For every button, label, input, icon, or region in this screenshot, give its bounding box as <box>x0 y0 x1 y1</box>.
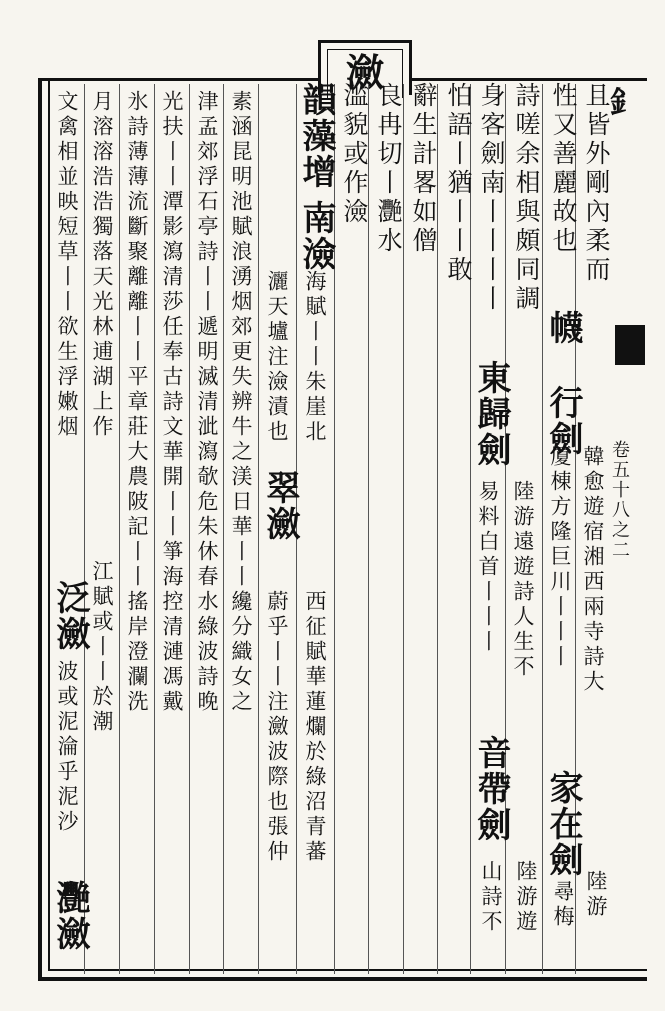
volume-marker: 卷五十八之二 <box>609 440 630 560</box>
text-column: 滥貌或作澰 <box>340 82 369 227</box>
text-column: 文禽相並映短草丨丨欲生浮嫩烟 <box>55 90 79 440</box>
text-column: 月溶溶浩浩獨落天光林逋湖上作 <box>90 90 114 440</box>
text-column: 陸游遠遊詩人生不 <box>511 480 535 680</box>
text-column: 身客劍南丨丨丨丨 <box>477 82 506 314</box>
headword: 家在劍 <box>543 770 583 878</box>
cut-off-edge-text: 釒 <box>610 86 640 121</box>
headword: 幭 <box>543 310 583 346</box>
text-column: 江賦或丨丨於潮 <box>90 560 114 735</box>
text-column: 易料白首丨丨丨 <box>476 480 500 655</box>
text-column: 尋梅 <box>551 880 575 930</box>
text-column: 素涵昆明池賦浪湧烟郊更失辨牛之渼日華丨丨纔分織女之 <box>229 90 253 715</box>
headword: 韻藻增 <box>296 82 336 190</box>
headword: 行劍 <box>543 385 583 457</box>
text-column: 陸游 <box>584 870 608 920</box>
headword: 泛瀲 <box>50 580 90 652</box>
headword: 音帶劍 <box>471 735 511 843</box>
text-column: 韓愈遊宿湘西兩寺詩大 <box>581 445 605 695</box>
text-column: 氷詩薄薄流斷聚離離丨丨平章莊大農陂記丨丨搖岸澄瀾洗 <box>125 90 149 715</box>
text-column: 光扶丨丨潭影瀉清莎任奉古詩文華開丨丨箏海控清漣馮戴 <box>160 90 184 715</box>
headword: 東歸劍 <box>471 360 511 468</box>
text-column: 津孟郊浮石亭詩丨丨遞明滅清泚瀉欹危朱休春水綠波詩晚 <box>195 90 219 715</box>
text-column: 詩嗟余相與頗同調 <box>512 82 541 314</box>
inner-border-left <box>48 81 50 971</box>
heading-character: 瀲 <box>345 49 384 95</box>
text-column: 陸游遊 <box>514 860 538 935</box>
margin-fishtail-mark <box>615 325 645 365</box>
text-column: 且皆外剛內柔而 <box>582 82 611 285</box>
inner-border-bottom <box>48 969 647 971</box>
text-column: 灑天壚注澰漬也 <box>265 270 289 445</box>
headword: 南澰 <box>296 200 336 272</box>
headword: 灧瀲 <box>50 880 90 952</box>
text-column: 山詩不 <box>479 860 503 935</box>
text-column: 西征賦華蓮爛於綠沼青蕃 <box>303 590 327 865</box>
text-column: 波或泥淪乎泥沙 <box>55 660 79 835</box>
text-column: 蔚乎丨丨注瀲波際也張仲 <box>265 590 289 865</box>
text-column: 良冉切丨灧水 <box>374 82 403 256</box>
text-column: 海賦丨丨朱崖北 <box>303 270 327 445</box>
text-column: 厦棟方隆巨川丨丨丨 <box>548 445 572 670</box>
text-column: 辭生計畧如僧 <box>409 82 438 256</box>
text-column: 性又善麗故也 <box>549 82 578 256</box>
headword: 翠瀲 <box>260 470 300 542</box>
text-column: 怕語丨猶丨丨敢 <box>444 82 473 285</box>
